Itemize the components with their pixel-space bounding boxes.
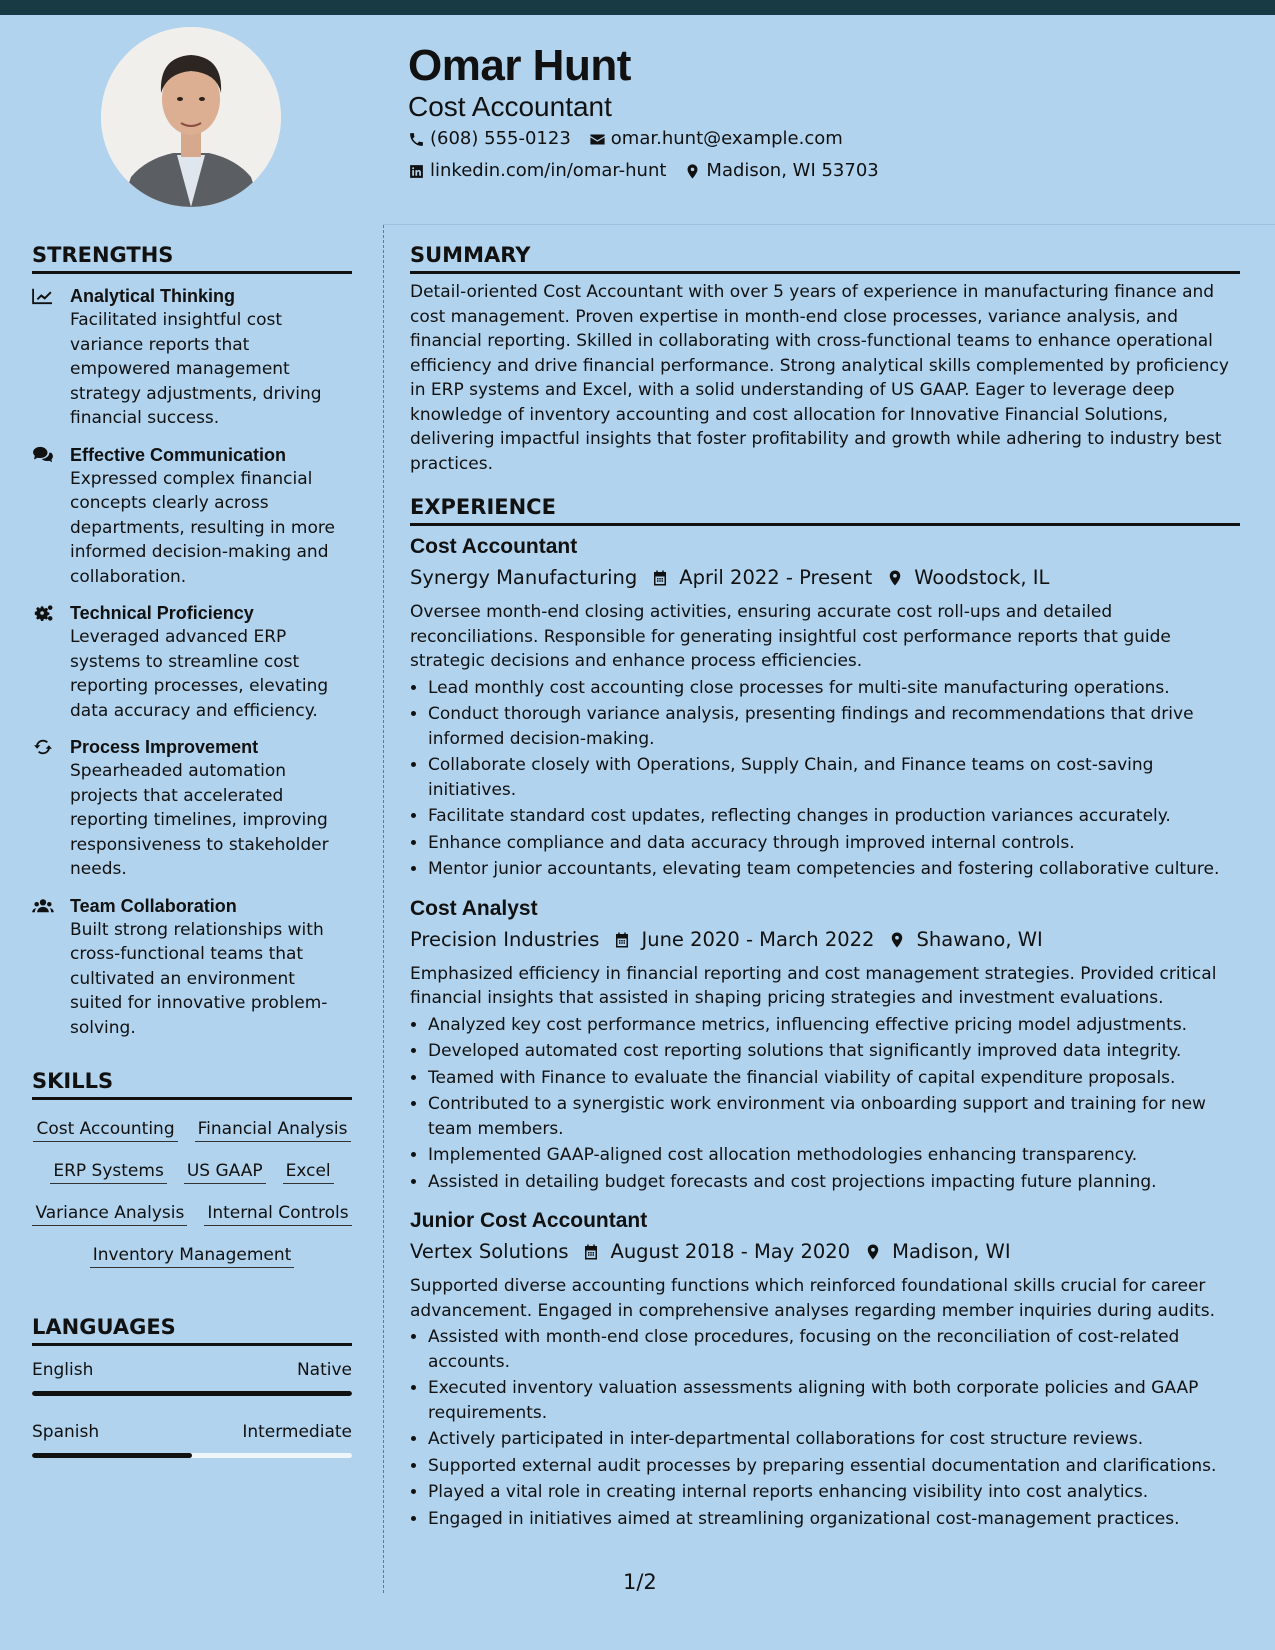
strength-name: Team Collaboration bbox=[70, 895, 237, 916]
company-name: Vertex Solutions bbox=[410, 1240, 569, 1263]
skill-tag: Internal Controls bbox=[204, 1202, 351, 1226]
strengths-heading: STRENGTHS bbox=[32, 240, 352, 274]
job-location-wrap bbox=[864, 1236, 1010, 1268]
skill-tag: Variance Analysis bbox=[32, 1202, 187, 1226]
skill-tag: Excel bbox=[283, 1160, 334, 1184]
list-item: • Implemented GAAP-aligned cost allocation methodologies enhancing transparency. bbox=[428, 1143, 1240, 1168]
list-item: • Conduct thorough variance analysis, presenting findings and recommendations that drive informed decision-making. bbox=[428, 702, 1240, 751]
comments-icon bbox=[32, 446, 54, 464]
list-item: • Supported external audit processes by preparing essential documentation and clarifications. bbox=[428, 1454, 1240, 1479]
strength-item bbox=[32, 601, 352, 723]
list-item: • Executed inventory valuation assessments aligning with both corporate policies and GAAP requirements. bbox=[428, 1376, 1240, 1425]
skill-tag: Financial Analysis bbox=[195, 1118, 351, 1142]
job-title: Cost Analyst bbox=[410, 896, 538, 920]
job-meta bbox=[410, 924, 1240, 956]
calendar-icon bbox=[613, 931, 631, 949]
gears-icon bbox=[32, 604, 54, 622]
map-pin-icon bbox=[864, 1243, 882, 1261]
list-item: • Lead monthly cost accounting close processes for multi-site manufacturing operations. bbox=[428, 676, 1240, 701]
job-dates: April 2022 - Present bbox=[679, 566, 873, 589]
strength-item bbox=[32, 284, 352, 431]
job-entry bbox=[410, 1206, 1240, 1531]
strength-item bbox=[32, 443, 352, 590]
job-dates: August 2018 - May 2020 bbox=[610, 1240, 851, 1263]
job-description: Supported diverse accounting functions which reinforced foundational skills crucial for career advancement. Engaged in comprehensive analyses regarding member inquiries during audits. bbox=[410, 1276, 1216, 1321]
language-name: English bbox=[32, 1360, 94, 1380]
job-meta bbox=[410, 562, 1240, 594]
job-title: Junior Cost Accountant bbox=[410, 1209, 648, 1232]
contact-line-1 bbox=[408, 123, 897, 155]
language-item bbox=[32, 1420, 352, 1458]
language-proficiency-bar bbox=[32, 1453, 352, 1458]
strength-name: Technical Proficiency bbox=[70, 603, 254, 623]
skill-tag: Inventory Management bbox=[90, 1244, 295, 1268]
list-item: • Engaged in initiatives aimed at streamlining organizational cost-management practices. bbox=[428, 1507, 1240, 1532]
column-divider bbox=[383, 225, 384, 1593]
list-item: • Collaborate closely with Operations, Supply Chain, and Finance teams on cost-saving initiatives. bbox=[428, 753, 1240, 802]
job-location: Woodstock, IL bbox=[914, 566, 1050, 589]
job-description: Emphasized efficiency in financial reporting and cost management strategies. Provided critical financial insights that assisted in shaping pricing strategies and investment evaluations. bbox=[410, 963, 1217, 1008]
right-column bbox=[410, 240, 1240, 1531]
summary-heading: SUMMARY bbox=[410, 240, 1240, 274]
company-name: Synergy Manufacturing bbox=[410, 566, 638, 589]
phone-icon bbox=[408, 131, 425, 148]
language-level: Native bbox=[296, 1360, 352, 1380]
strength-desc: Built strong relationships with cross-functional teams that cultivated an environment suited for innovative problem-solving. bbox=[70, 919, 328, 1038]
email-text: omar.hunt@example.com bbox=[610, 128, 843, 149]
phone-text: (608) 555-0123 bbox=[430, 128, 571, 149]
job-meta bbox=[410, 1236, 1240, 1268]
strength-desc: Leveraged advanced ERP systems to streamline cost reporting processes, elevating data accuracy and efficiency. bbox=[70, 627, 329, 721]
job-location: Shawano, WI bbox=[916, 927, 1043, 951]
strength-desc: Facilitated insightful cost variance reports that empowered management strategy adjustments, driving financial success. bbox=[70, 310, 322, 428]
job-title: Cost Accountant bbox=[410, 535, 578, 558]
job-bullets bbox=[410, 1325, 1240, 1531]
skills-heading: SKILLS bbox=[32, 1066, 352, 1100]
header-divider bbox=[383, 224, 1275, 225]
chart-line-icon bbox=[32, 287, 54, 305]
job-location-wrap bbox=[888, 924, 1042, 956]
skills-list bbox=[32, 1110, 352, 1268]
language-proficiency-fill bbox=[32, 1453, 192, 1458]
list-item: • Played a vital role in creating internal reports enhancing visibility into cost analytics. bbox=[428, 1480, 1240, 1505]
profile-photo bbox=[101, 27, 281, 207]
list-item: • Enhance compliance and data accuracy through improved internal controls. bbox=[428, 831, 1240, 856]
job-dates-wrap bbox=[651, 562, 872, 594]
map-pin-icon bbox=[888, 931, 906, 949]
language-level: Intermediate bbox=[242, 1422, 352, 1442]
strength-name: Effective Communication bbox=[70, 444, 287, 465]
job-entry bbox=[410, 894, 1240, 1195]
strength-desc: Spearheaded automation projects that accelerated reporting timelines, improving responsiveness to stakeholder needs. bbox=[70, 761, 329, 879]
calendar-icon bbox=[651, 569, 669, 587]
linkedin-contact[interactable] bbox=[408, 155, 666, 187]
strength-name: Analytical Thinking bbox=[70, 286, 236, 306]
job-dates-wrap bbox=[613, 924, 874, 956]
language-name: Spanish bbox=[32, 1422, 100, 1442]
list-item: • Contributed to a synergistic work environment via onboarding support and training for new team members. bbox=[428, 1092, 1240, 1141]
list-item: • Developed automated cost reporting solutions that significantly improved data integrity. bbox=[428, 1039, 1240, 1064]
job-bullets bbox=[410, 676, 1240, 882]
list-item: • Actively participated in inter-departmental collaborations for cost structure reviews. bbox=[428, 1427, 1240, 1452]
job-entry bbox=[410, 532, 1240, 882]
location-text: Madison, WI 53703 bbox=[706, 160, 879, 181]
list-item: • Assisted in detailing budget forecasts and cost projections impacting future planning. bbox=[428, 1170, 1240, 1195]
list-item: • Assisted with month-end close procedures, focusing on the reconciliation of cost-related accounts. bbox=[428, 1325, 1240, 1374]
job-location-wrap bbox=[886, 562, 1049, 594]
strength-name: Process Improvement bbox=[70, 737, 259, 757]
linkedin-text: linkedin.com/in/omar-hunt bbox=[430, 160, 667, 181]
list-item: • Mentor junior accountants, elevating team competencies and fostering collaborative culture. bbox=[428, 857, 1240, 882]
contact-line-2 bbox=[408, 155, 897, 187]
map-pin-icon bbox=[684, 163, 701, 180]
language-proficiency-bar bbox=[32, 1391, 352, 1396]
sync-icon bbox=[32, 738, 54, 756]
strength-item bbox=[32, 894, 352, 1041]
company-name: Precision Industries bbox=[410, 927, 600, 951]
skill-tag: ERP Systems bbox=[50, 1160, 166, 1184]
location-contact bbox=[684, 155, 878, 187]
experience-heading: EXPERIENCE bbox=[410, 492, 1240, 526]
email-contact[interactable] bbox=[589, 123, 843, 155]
candidate-title: Cost Accountant bbox=[408, 91, 612, 122]
left-column bbox=[32, 240, 352, 1458]
list-item: • Analyzed key cost performance metrics, influencing effective pricing model adjustments. bbox=[428, 1013, 1240, 1038]
envelope-icon bbox=[589, 131, 606, 148]
summary-text: Detail-oriented Cost Accountant with over 5 years of experience in manufacturing finance and cost management. Proven expertise in month-end close processes, variance analysis, and financial reporting. Skilled in collaborating with cross-functional teams to enhance operational efficiency and drive financial performance. Strong analytical skills complemented by proficiency in ERP systems and Excel, with a solid understanding of US GAAP. Eager to leverage deep knowledge of inventory accounting and cost allocation for Innovative Financial Solutions, delivering impactful insights that foster profitability and growth while adhering to industry best practices. bbox=[410, 282, 1229, 474]
header bbox=[408, 40, 897, 187]
list-item: • Facilitate standard cost updates, reflecting changes in production variances accurately. bbox=[428, 804, 1240, 829]
language-item bbox=[32, 1358, 352, 1396]
users-icon bbox=[32, 897, 54, 915]
linkedin-icon bbox=[408, 163, 425, 180]
languages-heading: LANGUAGES bbox=[32, 1312, 352, 1346]
strength-desc: Expressed complex financial concepts clearly across departments, resulting in more informed decision-making and collaboration. bbox=[70, 468, 335, 587]
phone-contact[interactable] bbox=[408, 123, 571, 155]
skill-tag: Cost Accounting bbox=[33, 1118, 177, 1142]
job-bullets bbox=[410, 1013, 1240, 1195]
calendar-icon bbox=[582, 1243, 600, 1261]
job-dates: June 2020 - March 2022 bbox=[641, 927, 875, 951]
list-item: • Teamed with Finance to evaluate the financial viability of capital expenditure proposals. bbox=[428, 1066, 1240, 1091]
map-pin-icon bbox=[886, 569, 904, 587]
page-number: 1/2 bbox=[623, 1570, 657, 1594]
language-proficiency-fill bbox=[32, 1391, 352, 1396]
candidate-name: Omar Hunt bbox=[408, 41, 631, 90]
job-description: Oversee month-end closing activities, ensuring accurate cost roll-ups and detailed reconciliations. Responsible for generating insightful cost performance reports that guide strategic decisions and enhance process efficiencies. bbox=[410, 602, 1171, 671]
strength-item bbox=[32, 735, 352, 882]
skill-tag: US GAAP bbox=[184, 1160, 266, 1184]
job-dates-wrap bbox=[582, 1236, 850, 1268]
top-bar bbox=[0, 0, 1275, 15]
job-location: Madison, WI bbox=[892, 1240, 1011, 1263]
